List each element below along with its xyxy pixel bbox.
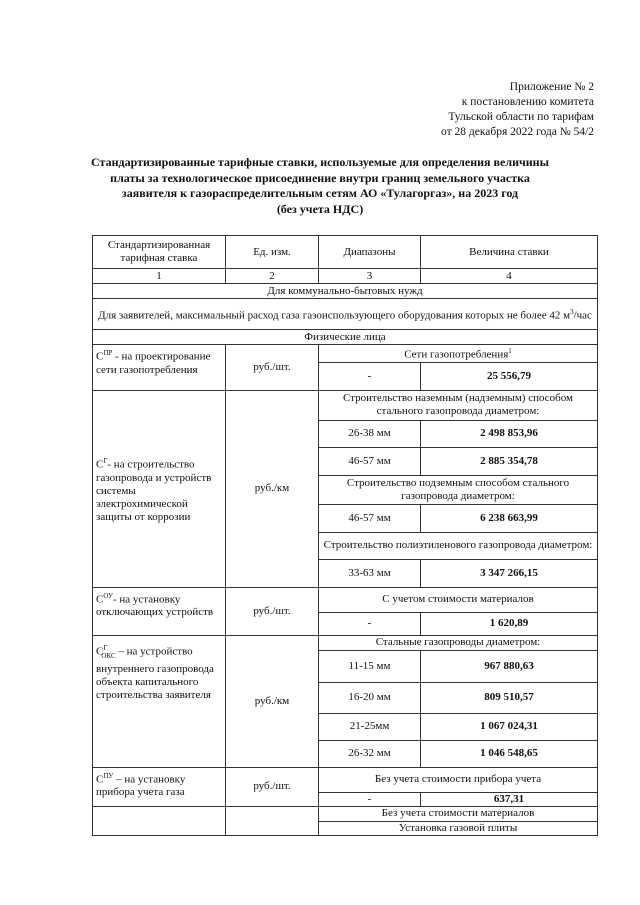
superscript: ПУ [103, 771, 114, 780]
symbol: С [96, 350, 104, 363]
subheading: Строительство подземным способом стального газопровода диаметром: [319, 475, 598, 504]
desc: - на проектирование сети газопотребления [96, 350, 211, 376]
tariff-table [92, 235, 598, 836]
value-cell: 637,31 [421, 792, 598, 806]
range-cell: 33-63 мм [319, 559, 421, 587]
desc: – на установку прибора учета газа [96, 773, 186, 799]
col-number: 2 [226, 269, 319, 284]
unit-cell: руб./км [226, 390, 319, 587]
footnote-mark: 1 [508, 347, 512, 355]
col-number: 4 [421, 269, 598, 284]
value-cell: 25 556,79 [421, 362, 598, 390]
subheading: Строительство наземным (надземным) способом стального газопровода диаметром: [319, 390, 598, 420]
subheading: Установка газовой плиты [319, 821, 598, 835]
subscript: ОКС [101, 651, 116, 660]
text: /час [573, 309, 592, 322]
appendix-line: от 28 декабря 2022 года № 54/2 [441, 126, 594, 138]
title-line: Стандартизированные тарифные ставки, используемые для определения величины [91, 155, 549, 169]
unit-cell: руб./шт. [226, 345, 319, 391]
rate-sg [93, 390, 226, 587]
symbol: С [96, 593, 104, 606]
section-communal: Для коммунально-бытовых нужд [93, 284, 598, 299]
rate-sou [93, 587, 226, 635]
text: Для заявителей, максимальный расход газа газоиспользующего оборудования которых не более 42 м [98, 309, 571, 322]
appendix-line: Тульской области по тарифам [448, 111, 594, 123]
symbol: С [96, 773, 104, 786]
appendix-header [441, 80, 594, 140]
text: Сети газопотребления [404, 348, 509, 361]
range-cell: 26-32 мм [319, 740, 421, 767]
header-row [93, 236, 598, 269]
section-individuals: Физические лица [93, 330, 598, 345]
subheading: С учетом стоимости материалов [319, 587, 598, 612]
range-cell: 21-25мм [319, 713, 421, 740]
desc: - на строительство газопровода и устройств системы электрохимической защиты от коррозии [96, 458, 212, 523]
value-cell: 967 880,63 [421, 650, 598, 682]
header-cell: Стандартизированная тарифная ставка [93, 236, 226, 269]
symbol: С [96, 458, 104, 471]
range-cell: - [319, 792, 421, 806]
value-cell: 2 885 354,78 [421, 447, 598, 475]
subheading: Стальные газопроводы диаметром: [319, 635, 598, 650]
superscript: ПР [103, 349, 113, 357]
col-number: 1 [93, 269, 226, 284]
range-cell: 26-38 мм [319, 420, 421, 447]
value-cell: 1 067 024,31 [421, 713, 598, 740]
value-cell: 6 238 663,99 [421, 504, 598, 532]
range-cell: 46-57 мм [319, 447, 421, 475]
title-line: платы за технологическое присоединение внутри границ земельного участка [110, 170, 530, 185]
header-cell: Величина ставки [421, 236, 598, 269]
symbol: С [96, 645, 104, 658]
desc: – на устройство внутреннего газопровода объекта капитального строительства заявителя [96, 645, 214, 701]
value-cell: 2 498 853,96 [421, 420, 598, 447]
superscript: 3 [570, 307, 574, 316]
appendix-line: к постановлению комитета [461, 96, 594, 108]
number-row [93, 269, 598, 284]
unit-cell: руб./шт. [226, 587, 319, 635]
desc: - на установку отключающих устройств [96, 593, 214, 619]
rate-spu [93, 767, 226, 806]
subheading [319, 345, 598, 363]
range-cell: - [319, 612, 421, 635]
empty-cell [93, 806, 226, 835]
header-cell: Диапазоны [319, 236, 421, 269]
range-cell: 11-15 мм [319, 650, 421, 682]
header-cell: Ед. изм. [226, 236, 319, 269]
empty-cell [226, 806, 319, 835]
value-cell: 1 620,89 [421, 612, 598, 635]
rate-sgoks [93, 635, 226, 767]
superscript: Г [103, 457, 108, 466]
superscript: ОУ [103, 591, 113, 600]
subheading: Без учета стоимости прибора учета [319, 767, 598, 792]
subheading: Без учета стоимости материалов [319, 806, 598, 821]
unit-cell: руб./шт. [226, 767, 319, 806]
title-line: заявителя к газораспределительным сетям АО «Тулагоргаз», на 2023 год [121, 186, 519, 200]
appendix-line: Приложение № 2 [509, 81, 594, 93]
subheading: Строительство полиэтиленового газопровода диаметром: [319, 532, 598, 559]
rate-spr [93, 345, 226, 391]
range-cell: 16-20 мм [319, 682, 421, 713]
title-line: (без учета НДС) [276, 201, 364, 216]
unit-cell: руб./км [226, 635, 319, 767]
range-cell: 46-57 мм [319, 504, 421, 532]
value-cell: 1 046 548,65 [421, 740, 598, 767]
value-cell: 3 347 266,15 [421, 559, 598, 587]
col-number: 3 [319, 269, 421, 284]
document-title [80, 155, 560, 217]
section-applicants [93, 299, 598, 330]
superscript: Г [103, 643, 108, 652]
value-cell: 809 510,57 [421, 682, 598, 713]
range-cell: - [319, 362, 421, 390]
